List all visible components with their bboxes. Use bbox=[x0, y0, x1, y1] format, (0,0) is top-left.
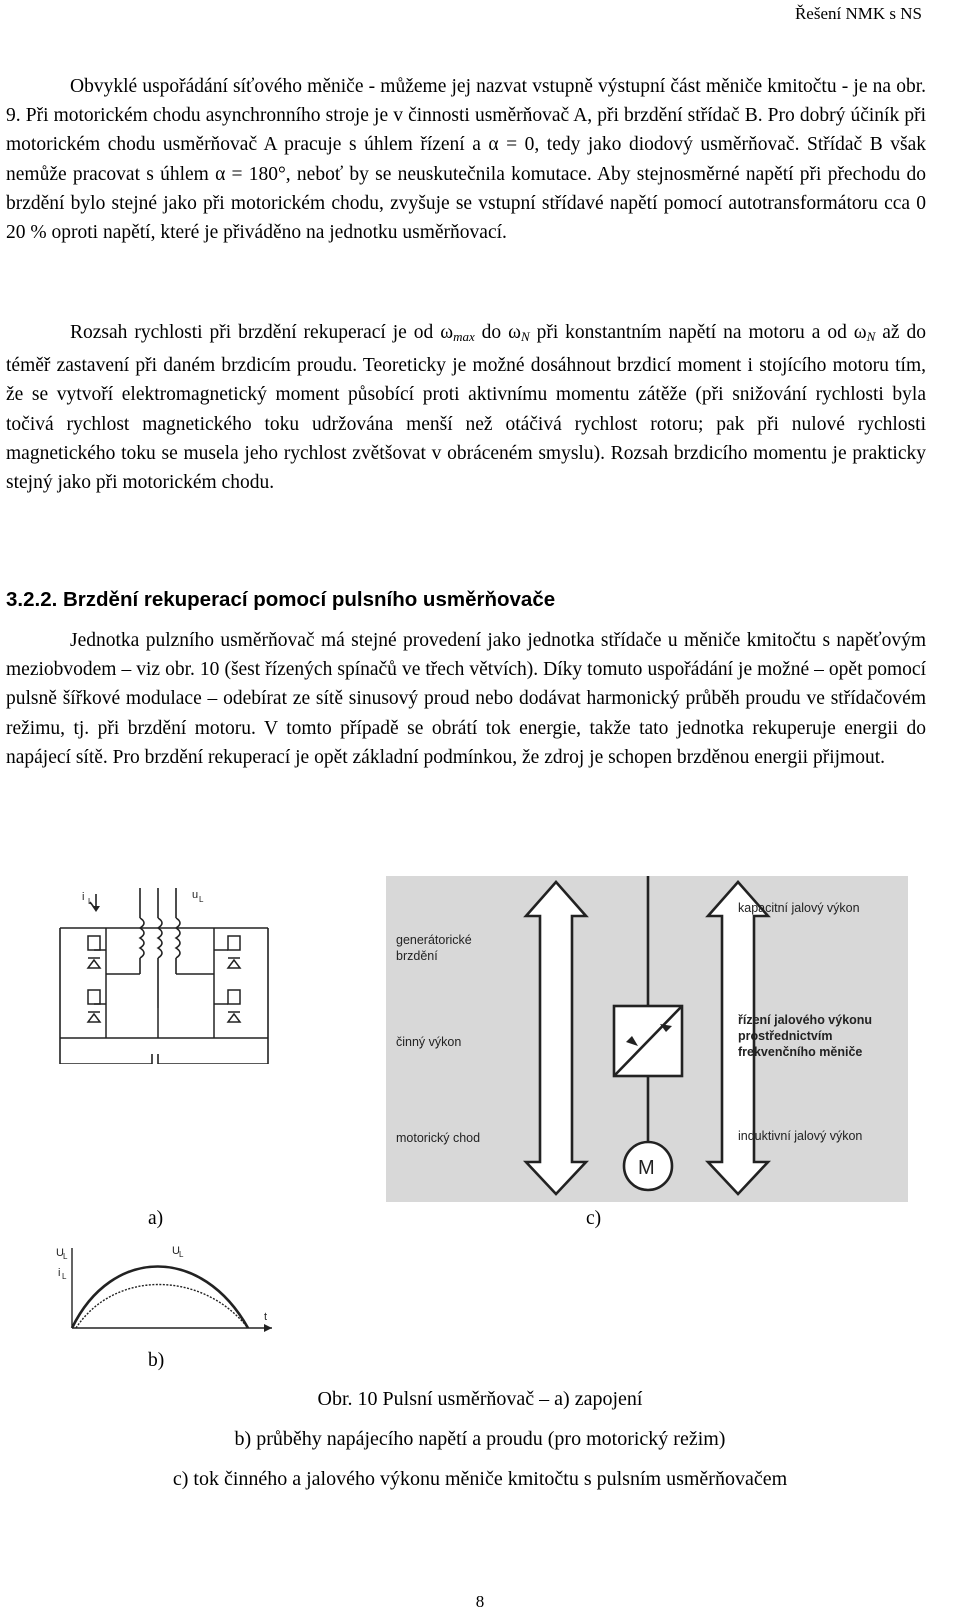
control-label-1: řízení jalového výkonu bbox=[738, 1013, 873, 1027]
waveform-t-label: t bbox=[264, 1311, 268, 1323]
svg-text:L: L bbox=[179, 1250, 184, 1259]
figure-caption-line-3: c) tok činného a jalového výkonu měniče kmitočtu s pulsním usměrňovačem bbox=[172, 1468, 788, 1490]
gen-label-2: brzdění bbox=[396, 949, 438, 963]
circuit-current-label: i bbox=[82, 891, 85, 903]
circuit-voltage-label: u bbox=[192, 889, 199, 901]
active-power-label: činný výkon bbox=[396, 1035, 462, 1049]
motor-symbol-label: M bbox=[638, 1157, 655, 1179]
gen-label-1: generátorické bbox=[396, 933, 472, 947]
page-number: 8 bbox=[475, 1592, 485, 1611]
circuit-diagram bbox=[44, 888, 280, 1064]
capacitive-label: kapacitní jalový výkon bbox=[738, 901, 860, 915]
sublabel-c: c) bbox=[586, 1208, 602, 1229]
inductive-label: induktivní jalový výkon bbox=[738, 1129, 863, 1143]
figure-caption-line-2: b) průběhy napájecího napětí a proudu (pro motorický režim) bbox=[234, 1428, 726, 1450]
figure-caption-line-1: Obr. 10 Pulsní usměrňovač – a) zapojení bbox=[317, 1388, 643, 1410]
waveform-diagram bbox=[52, 1244, 276, 1340]
running-header: Řešení NMK s NS bbox=[794, 4, 922, 23]
paragraph-1: Obvyklé uspořádání síťového měniče - můžeme jej nazvat vstupně výstupní část měniče kmitočtu - je na obr. 9. Při motorickém chodu asynchronního stroje je v činnosti usměrňovač A, při brzdění střídač B. Pro dobrý účiník při motorickém chodu usměrňovač A pracuje s úhlem řízení a α = 0, tedy jako diodový usměrňovač. Střídač B však nemůže pracovat s úhlem α = 180°, neboť by se neuskutečnila komutace. Aby stejnosměrné napětí při přechodu do brzdění bylo stejné jako při motorickém chodu, zvyšuje se vstupní střídavé napětí pomocí autotransformátoru cca 0 20 % oproti napětí, které je přiváděno na jednotku usměrňovací. bbox=[6, 76, 926, 244]
sublabel-a: a) bbox=[148, 1208, 164, 1229]
paragraph-3: Jednotka pulzního usměrňovač má stejné provedení jako jednotka střídače u měniče kmitočtu s napěťovým meziobvodem – viz obr. 10 (šest řízených spínačů ve třech větvích). Díky tomuto uspořádání je možné – opět pomocí pulsně šířkové modulace – odebírat ze sítě sinusový proud nebo dodávat harmonický průběh proudu ve střídačovém režimu, tj. při brzdění motoru. V tomto případě se obrátí tok energie, takže tato jednotka rekuperuje energii do napájecí sítě. Pro brzdění rekuperací je opět základní podmínkou, že zdroj je schopen brzděnou energii přijmout. bbox=[6, 630, 926, 768]
power-flow-diagram bbox=[386, 876, 908, 1202]
waveform-u-label: U bbox=[56, 1247, 64, 1259]
svg-text:L: L bbox=[62, 1272, 67, 1281]
section-heading: 3.2.2. Brzdění rekuperací pomocí pulsního usměrňovače bbox=[6, 588, 556, 611]
svg-text:L: L bbox=[63, 1252, 68, 1261]
control-label-2: prostřednictvím bbox=[738, 1029, 833, 1043]
sublabel-b: b) bbox=[148, 1350, 165, 1371]
control-label-3: frekvenčního měniče bbox=[738, 1045, 863, 1059]
paragraph-2: Rozsah rychlosti při brzdění rekuperací je od $\omega_{max}$ do $\omega_N$ při konstantním napětí na motoru a od $\omega_N$ až do téměř zastavení při daném brzdicím proudu. Teoreticky je možné dosáhnout brzdicí moment i stojícího motoru tím, že se vytvoří elektromagnetický moment působící proti aktivnímu momentu zátěže (při snižování rychlosti byla točivá rychlost magnetického toku udržována menší než otáčivá rychlost rotoru; pak při nulové rychlosti magnetického toku se musela jeho rychlost zvětšovat v obráceném smyslu). Rozsah brzdicího momentu je prakticky stejný jako při motorickém chodu. bbox=[6, 322, 927, 494]
motor-mode-label: motorický chod bbox=[396, 1131, 481, 1145]
svg-text:L: L bbox=[88, 897, 93, 906]
waveform-i-label: i bbox=[58, 1267, 61, 1279]
waveform-peak-label: U bbox=[172, 1245, 180, 1257]
svg-text:L: L bbox=[199, 895, 204, 904]
